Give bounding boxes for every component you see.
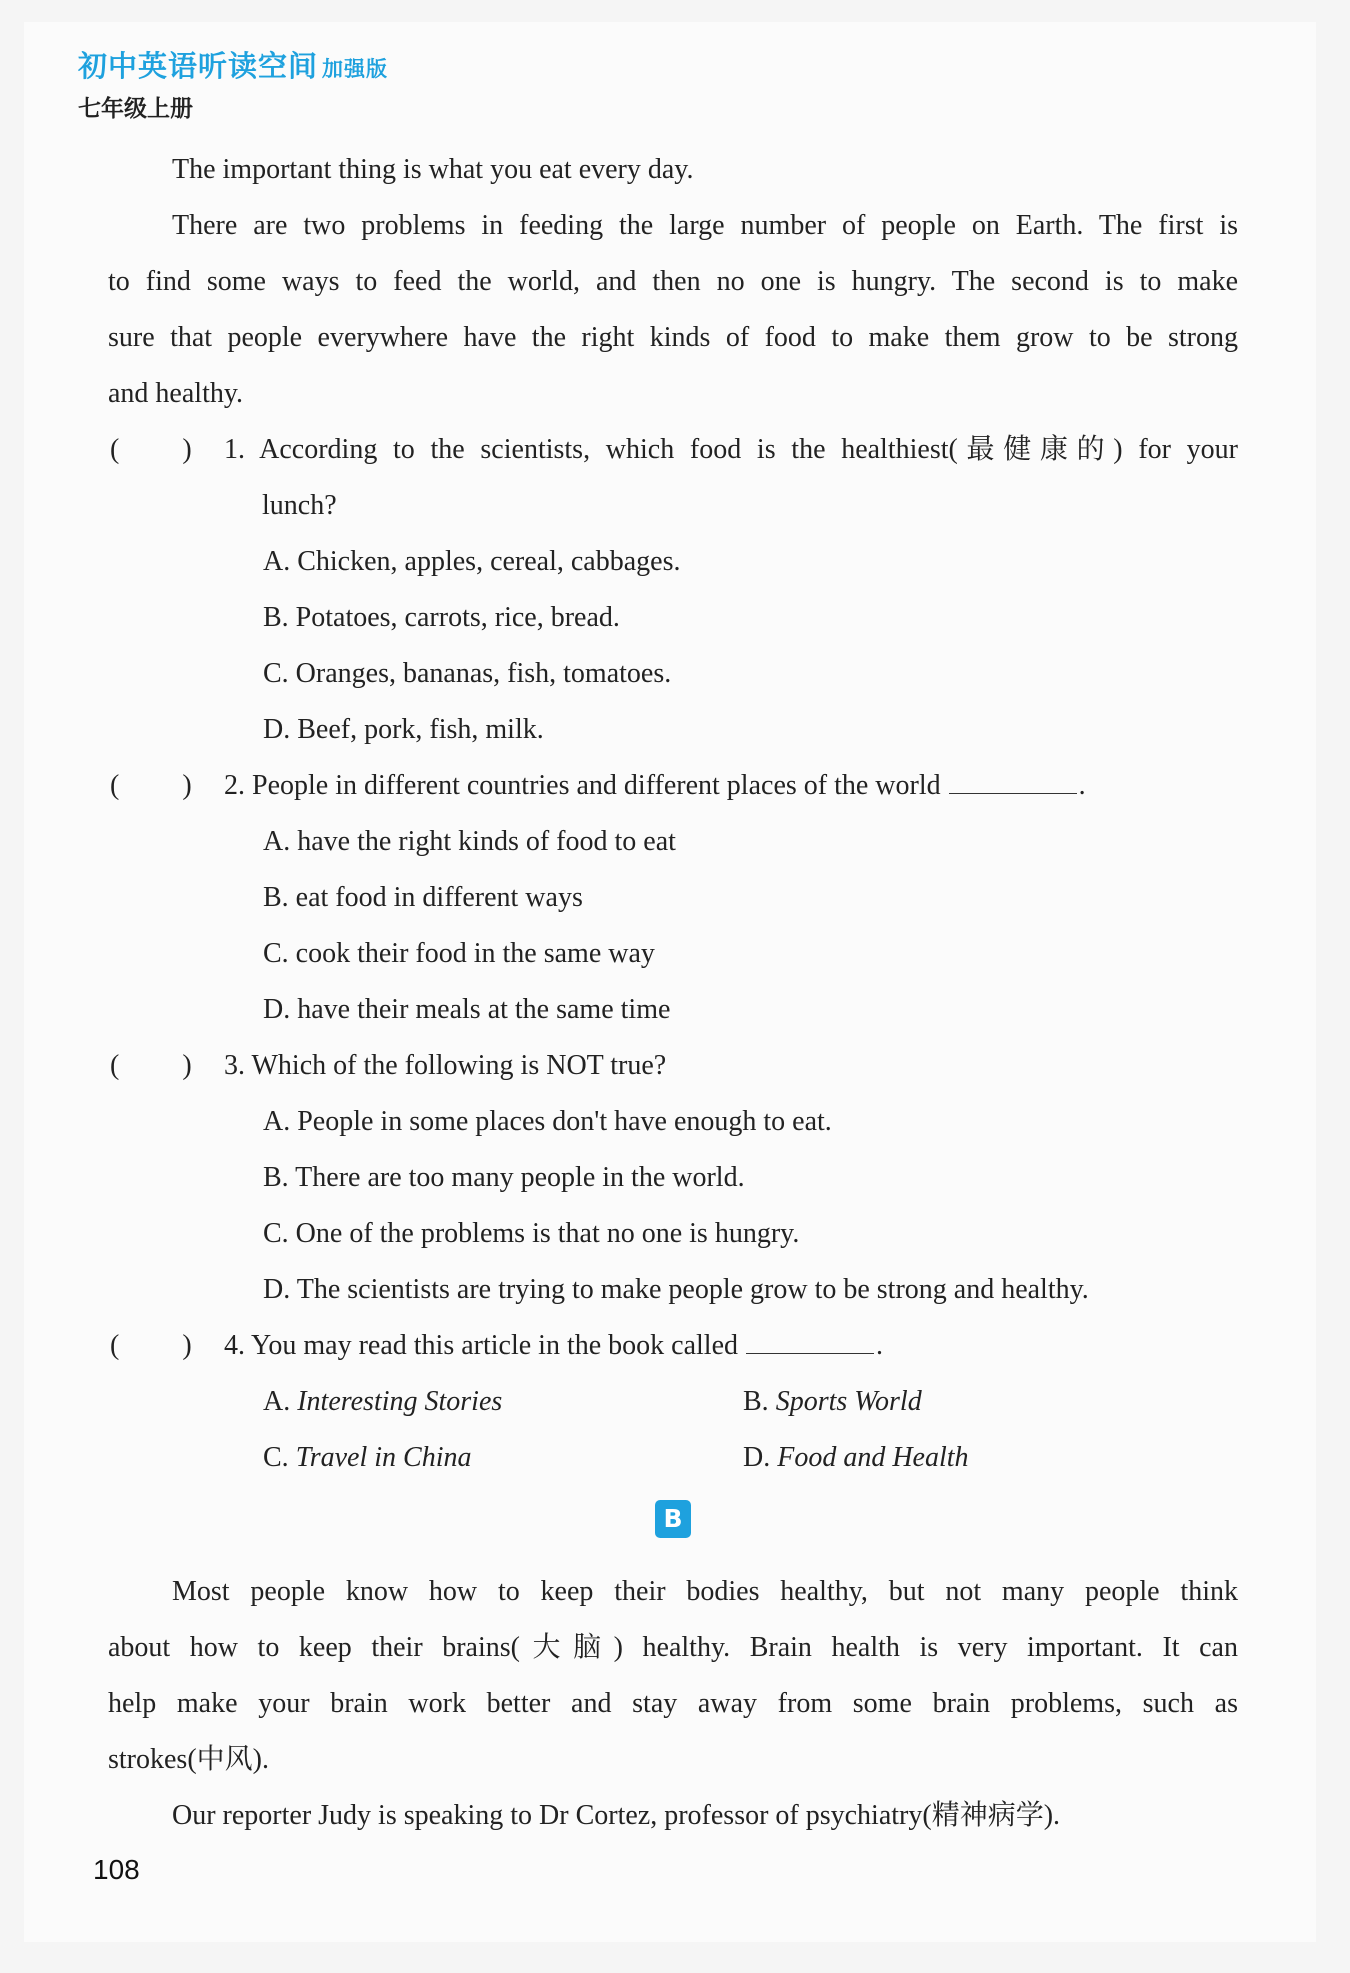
question-3 xyxy=(108,1038,1238,1094)
option-a[interactable] xyxy=(263,1374,502,1430)
passage-line: Our reporter Judy is speaking to Dr Cortez, professor of psychiatry(精神病学). xyxy=(172,1800,1061,1831)
option-c[interactable]: C. One of the problems is that no one is hungry. xyxy=(263,1218,800,1249)
passage-line: Most people know how to keep their bodies healthy, but not many people think xyxy=(172,1576,1238,1607)
answer-paren[interactable]: ( ) xyxy=(110,770,192,801)
option-text: Travel in China xyxy=(295,1442,472,1473)
grade-label: 七年级上册 xyxy=(78,96,193,122)
option-letter: A. xyxy=(263,1386,291,1417)
option-b[interactable]: B. There are too many people in the world. xyxy=(263,1162,745,1193)
option-b[interactable]: B. Potatoes, carrots, rice, bread. xyxy=(263,602,620,633)
option-a[interactable]: A. People in some places don't have enough to eat. xyxy=(263,1106,832,1137)
option-d[interactable] xyxy=(743,1430,969,1486)
passage-line: help make your brain work better and stay away from some brain problems, such as xyxy=(108,1688,1238,1719)
question-4 xyxy=(108,1318,1238,1374)
option-d[interactable]: D. have their meals at the same time xyxy=(263,994,671,1025)
passage-a xyxy=(108,142,1238,422)
question-stem: 1. According to the scientists, which food is the healthiest(最健康的) for your xyxy=(224,434,1238,465)
option-letter: B. xyxy=(743,1386,769,1417)
option-b[interactable] xyxy=(743,1374,922,1430)
question-1 xyxy=(108,422,1238,478)
question-stem-cont: lunch? xyxy=(262,490,337,521)
option-a[interactable]: A. have the right kinds of food to eat xyxy=(263,826,676,857)
answer-blank[interactable] xyxy=(746,1319,874,1354)
passage-b xyxy=(108,1564,1238,1844)
question-stem xyxy=(224,1318,1238,1374)
passage-line: sure that people everywhere have the right kinds of food to make them grow to be strong xyxy=(108,322,1238,353)
stem-end: . xyxy=(1078,770,1086,801)
option-letter: D. xyxy=(743,1442,771,1473)
passage-line: The important thing is what you eat every day. xyxy=(172,154,694,185)
passage-line: to find some ways to feed the world, and then no one is hungry. The second is to make xyxy=(108,266,1238,297)
question-stem: 3. Which of the following is NOT true? xyxy=(224,1050,667,1081)
book-title xyxy=(78,44,388,85)
option-letter: C. xyxy=(263,1442,289,1473)
book-title-text: 初中英语听读空间 xyxy=(78,49,319,83)
edition-label: 加强版 xyxy=(322,57,389,81)
question-2 xyxy=(108,758,1238,814)
answer-paren[interactable]: ( ) xyxy=(110,1330,192,1361)
section-b-badge: B xyxy=(655,1500,691,1538)
passage-line: about how to keep their brains(大脑) healthy. Brain health is very important. It can xyxy=(108,1632,1238,1663)
passage-line: There are two problems in feeding the large number of people on Earth. The first is xyxy=(172,210,1238,241)
answer-paren[interactable]: ( ) xyxy=(110,434,192,465)
answer-blank[interactable] xyxy=(949,759,1077,794)
option-c[interactable]: C. Oranges, bananas, fish, tomatoes. xyxy=(263,658,672,689)
option-c[interactable] xyxy=(263,1430,471,1486)
passage-line: and healthy. xyxy=(108,378,244,409)
stem-text: 4. You may read this article in the book called xyxy=(224,1330,738,1361)
option-c[interactable]: C. cook their food in the same way xyxy=(263,938,655,969)
option-d[interactable]: D. The scientists are trying to make people grow to be strong and healthy. xyxy=(263,1274,1089,1305)
answer-paren[interactable]: ( ) xyxy=(110,1050,192,1081)
option-a[interactable]: A. Chicken, apples, cereal, cabbages. xyxy=(263,546,681,577)
passage-line: strokes(中风). xyxy=(108,1744,269,1775)
option-b[interactable]: B. eat food in different ways xyxy=(263,882,583,913)
option-text: Food and Health xyxy=(777,1442,969,1473)
page-number: 108 xyxy=(93,1854,140,1885)
option-text: Interesting Stories xyxy=(297,1386,503,1417)
option-text: Sports World xyxy=(775,1386,922,1417)
stem-end: . xyxy=(876,1330,883,1361)
question-stem xyxy=(224,758,1238,814)
option-d[interactable]: D. Beef, pork, fish, milk. xyxy=(263,714,544,745)
stem-text: 2. People in different countries and different places of the world xyxy=(224,770,941,801)
